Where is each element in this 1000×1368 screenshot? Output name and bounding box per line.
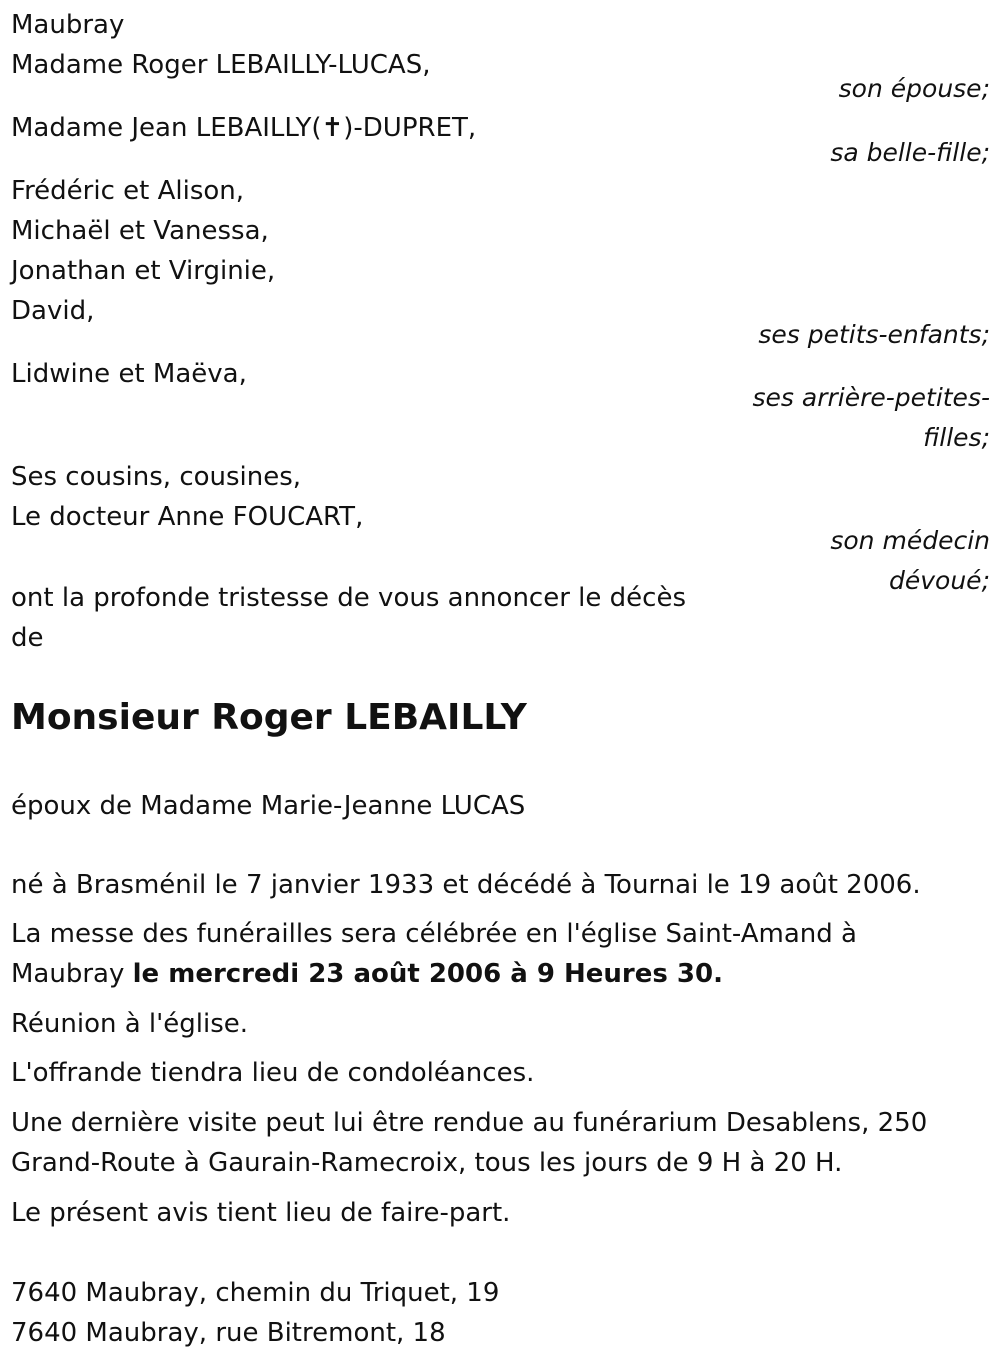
- relation-great-granddaughters-cont: filles;: [923, 423, 990, 452]
- announcement-text: ont la profonde tristesse de vous annoncer le décès: [11, 583, 686, 613]
- relation-doctor-cont: dévoué;: [889, 566, 990, 595]
- deceased-name: Monsieur Roger LEBAILLY: [11, 697, 527, 738]
- relation-doctor: son médecin: [830, 526, 990, 555]
- relation-grandchildren: ses petits-enfants;: [758, 320, 990, 349]
- grandchild-name: Frédéric et Alison,: [11, 176, 245, 206]
- meeting-line: Réunion à l'église.: [11, 1009, 249, 1039]
- address-line: 7640 Maubray, rue Bitremont, 18: [11, 1318, 446, 1348]
- spouse-line: époux de Madame Marie-Jeanne LUCAS: [11, 791, 526, 821]
- relation-great-granddaughters: ses arrière-petites-: [752, 383, 990, 412]
- offering-line: L'offrande tiendra lieu de condoléances.: [11, 1058, 535, 1088]
- grandchild-name: David,: [11, 296, 95, 326]
- mass-line-cont: [11, 954, 723, 994]
- announcement-text-cont: de: [11, 623, 44, 653]
- cousins-name: Ses cousins, cousines,: [11, 462, 302, 492]
- mass-line: La messe des funérailles sera célébrée en l'église Saint-Amand à: [11, 919, 857, 949]
- address-line: 7640 Maubray, chemin du Triquet, 19: [11, 1278, 500, 1308]
- mass-place: Maubray: [11, 959, 133, 989]
- birth-death-line: né à Brasménil le 7 janvier 1933 et décédé à Tournai le 19 août 2006.: [11, 870, 921, 900]
- mass-datetime: le mercredi 23 août 2006 à 9 Heures 30.: [132, 959, 723, 989]
- visit-line: Une dernière visite peut lui être rendue au funérarium Desablens, 250: [11, 1108, 928, 1138]
- family-name-widow: Madame Roger LEBAILLY-LUCAS,: [11, 50, 431, 80]
- place-name: Maubray: [11, 10, 125, 40]
- relation-daughter-in-law: sa belle-fille;: [830, 138, 990, 167]
- relation-wife: son épouse;: [838, 74, 990, 103]
- doctor-name: Le docteur Anne FOUCART,: [11, 502, 364, 532]
- visit-line-cont: Grand-Route à Gaurain-Ramecroix, tous les jours de 9 H à 20 H.: [11, 1148, 843, 1178]
- grandchild-name: Michaël et Vanessa,: [11, 216, 269, 246]
- great-grandchild-name: Lidwine et Maëva,: [11, 359, 247, 389]
- faire-part-line: Le présent avis tient lieu de faire-part.: [11, 1198, 511, 1228]
- grandchild-name: Jonathan et Virginie,: [11, 256, 276, 286]
- family-name-daughter-in-law: Madame Jean LEBAILLY(✝)-DUPRET,: [11, 113, 477, 143]
